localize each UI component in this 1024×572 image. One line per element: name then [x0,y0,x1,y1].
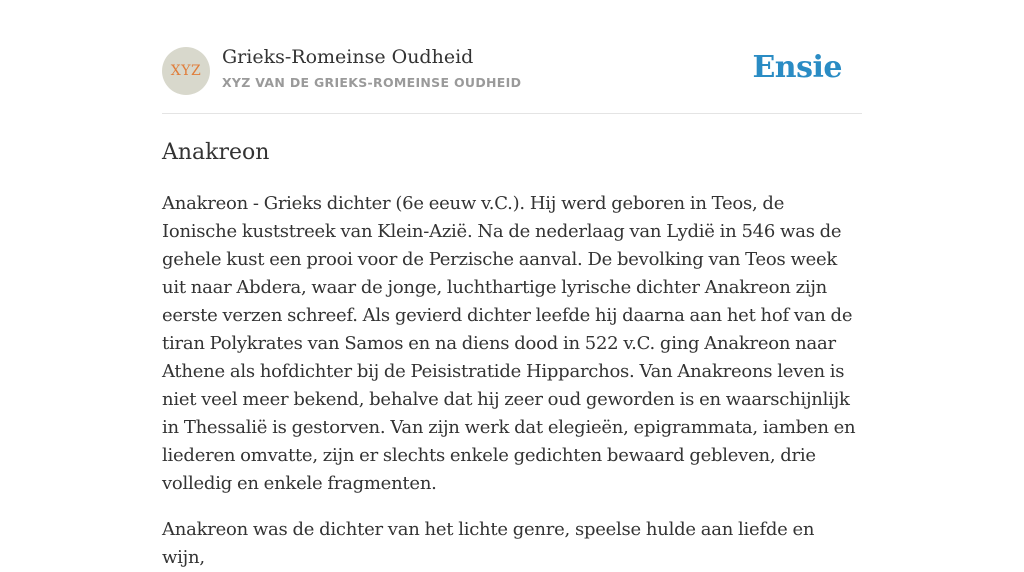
site-title[interactable]: Grieks-Romeinse Oudheid [222,46,474,68]
site-header [162,46,862,96]
article-title: Anakreon [162,140,270,165]
header-divider [162,113,862,114]
article [162,138,862,572]
avatar[interactable] [162,47,210,95]
site-subtitle: XYZ VAN DE GRIEKS-ROMEINSE OUDHEID [222,75,522,90]
article-paragraph: Anakreon was de dichter van het lichte genre, speelse hulde aan liefde en wijn, [162,519,815,568]
article-paragraph: Anakreon - Grieks dichter (6e eeuw v.C.). Hij werd geboren in Teos, de Ionische kuststreek van Klein-Azië. Na de nederlaag van Lydië in 546 was de gehele kust een prooi voor de Perzische aanval. De bevolking van Teos week uit naar Abdera, waar de jonge, luchthartige lyrische dichter Anakreon zijn eerste verzen schreef. Als gevierd dichter leefde hij daarna aan het hof van de tiran Polykrates van Samos en na diens dood in 522 v.C. ging Anakreon naar Athene als hofdichter bij de Peisistratide Hipparchos. Van Anakreons leven is niet veel meer bekend, behalve dat hij zeer oud geworden is en waarschijnlijk in Thessalië is gestorven. Van zijn werk dat elegieën, epigrammata, iamben en liederen omvatte, zijn er slechts enkele gedichten bewaard gebleven, drie volledig en enkele fragmenten. [162,193,856,494]
ensie-logo[interactable]: Ensie [752,50,842,85]
avatar-label: XYZ [170,63,202,79]
